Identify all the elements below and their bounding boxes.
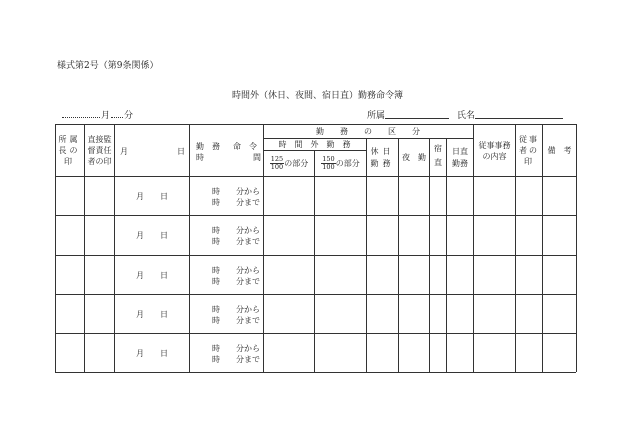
affiliation-field[interactable] bbox=[385, 118, 449, 119]
row-time-from: 時 分から bbox=[212, 266, 260, 275]
name-label: 氏名 bbox=[457, 111, 476, 121]
row-day-label: 日 bbox=[160, 349, 168, 358]
header-rate-125: $\frac{125}{100}$ の部分 bbox=[270, 155, 309, 171]
row-month-label: 月 bbox=[136, 192, 144, 201]
row-day-label: 日 bbox=[160, 271, 168, 280]
row-day-label: 日 bbox=[160, 192, 168, 201]
row-time-to: 時 分まで bbox=[212, 198, 260, 207]
period-day-label: 分 bbox=[124, 111, 134, 121]
header-rate-150: $\frac{150}{100}$ の部分 bbox=[322, 155, 360, 171]
header-worker-seal: 従事者の印 bbox=[519, 135, 539, 166]
row-month-label: 月 bbox=[136, 231, 144, 240]
row-month-label: 月 bbox=[136, 349, 144, 358]
header-order-left: 勤 務 bbox=[196, 142, 220, 151]
period-month-label: 月 bbox=[101, 111, 111, 121]
header-supervisor-seal: 直接監督責任者の印 bbox=[87, 135, 112, 166]
header-order-time-left: 時 bbox=[196, 153, 204, 162]
header-date-month: 月 bbox=[120, 147, 128, 156]
header-overtime: 時 間 外 勤 務 bbox=[278, 140, 351, 149]
row-time-to: 時 分まで bbox=[212, 237, 260, 246]
row-time-from: 時 分から bbox=[212, 305, 260, 314]
row-month-label: 月 bbox=[136, 271, 144, 280]
affiliation-label: 所属 bbox=[367, 111, 386, 121]
header-order-time-right: 間 bbox=[253, 153, 261, 162]
form-title: 時間外（休日、夜間、宿日直）勤務命令簿 bbox=[232, 91, 404, 101]
header-task: 従事事務の内容 bbox=[478, 140, 511, 161]
header-remarks: 備 考 bbox=[547, 146, 572, 155]
row-time-to: 時 分まで bbox=[212, 355, 260, 364]
name-field[interactable] bbox=[475, 118, 563, 119]
row-day-label: 日 bbox=[160, 310, 168, 319]
day-blank[interactable] bbox=[111, 117, 123, 118]
row-day-label: 日 bbox=[160, 231, 168, 240]
row-time-to: 時 分まで bbox=[212, 277, 260, 286]
row-time-from: 時 分から bbox=[212, 226, 260, 235]
row-month-label: 月 bbox=[136, 310, 144, 319]
header-dept-head-seal: 所属長の印 bbox=[58, 135, 81, 166]
header-duty-night: 宿直 bbox=[433, 143, 443, 172]
row-time-to: 時 分まで bbox=[212, 316, 260, 325]
header-category: 勤 務 の 区 分 bbox=[316, 127, 420, 136]
header-duty-day: 日直勤務 bbox=[452, 146, 468, 168]
row-time-from: 時 分から bbox=[212, 344, 260, 353]
header-date-day: 日 bbox=[177, 147, 185, 156]
header-holiday: 休日勤務 bbox=[370, 146, 395, 168]
header-order-right: 命 令 bbox=[233, 142, 257, 151]
month-blank[interactable] bbox=[62, 117, 100, 118]
header-night: 夜 勤 bbox=[402, 153, 426, 162]
row-time-from: 時 分から bbox=[212, 187, 260, 196]
form-number: 様式第2号（第9条関係） bbox=[57, 61, 159, 71]
